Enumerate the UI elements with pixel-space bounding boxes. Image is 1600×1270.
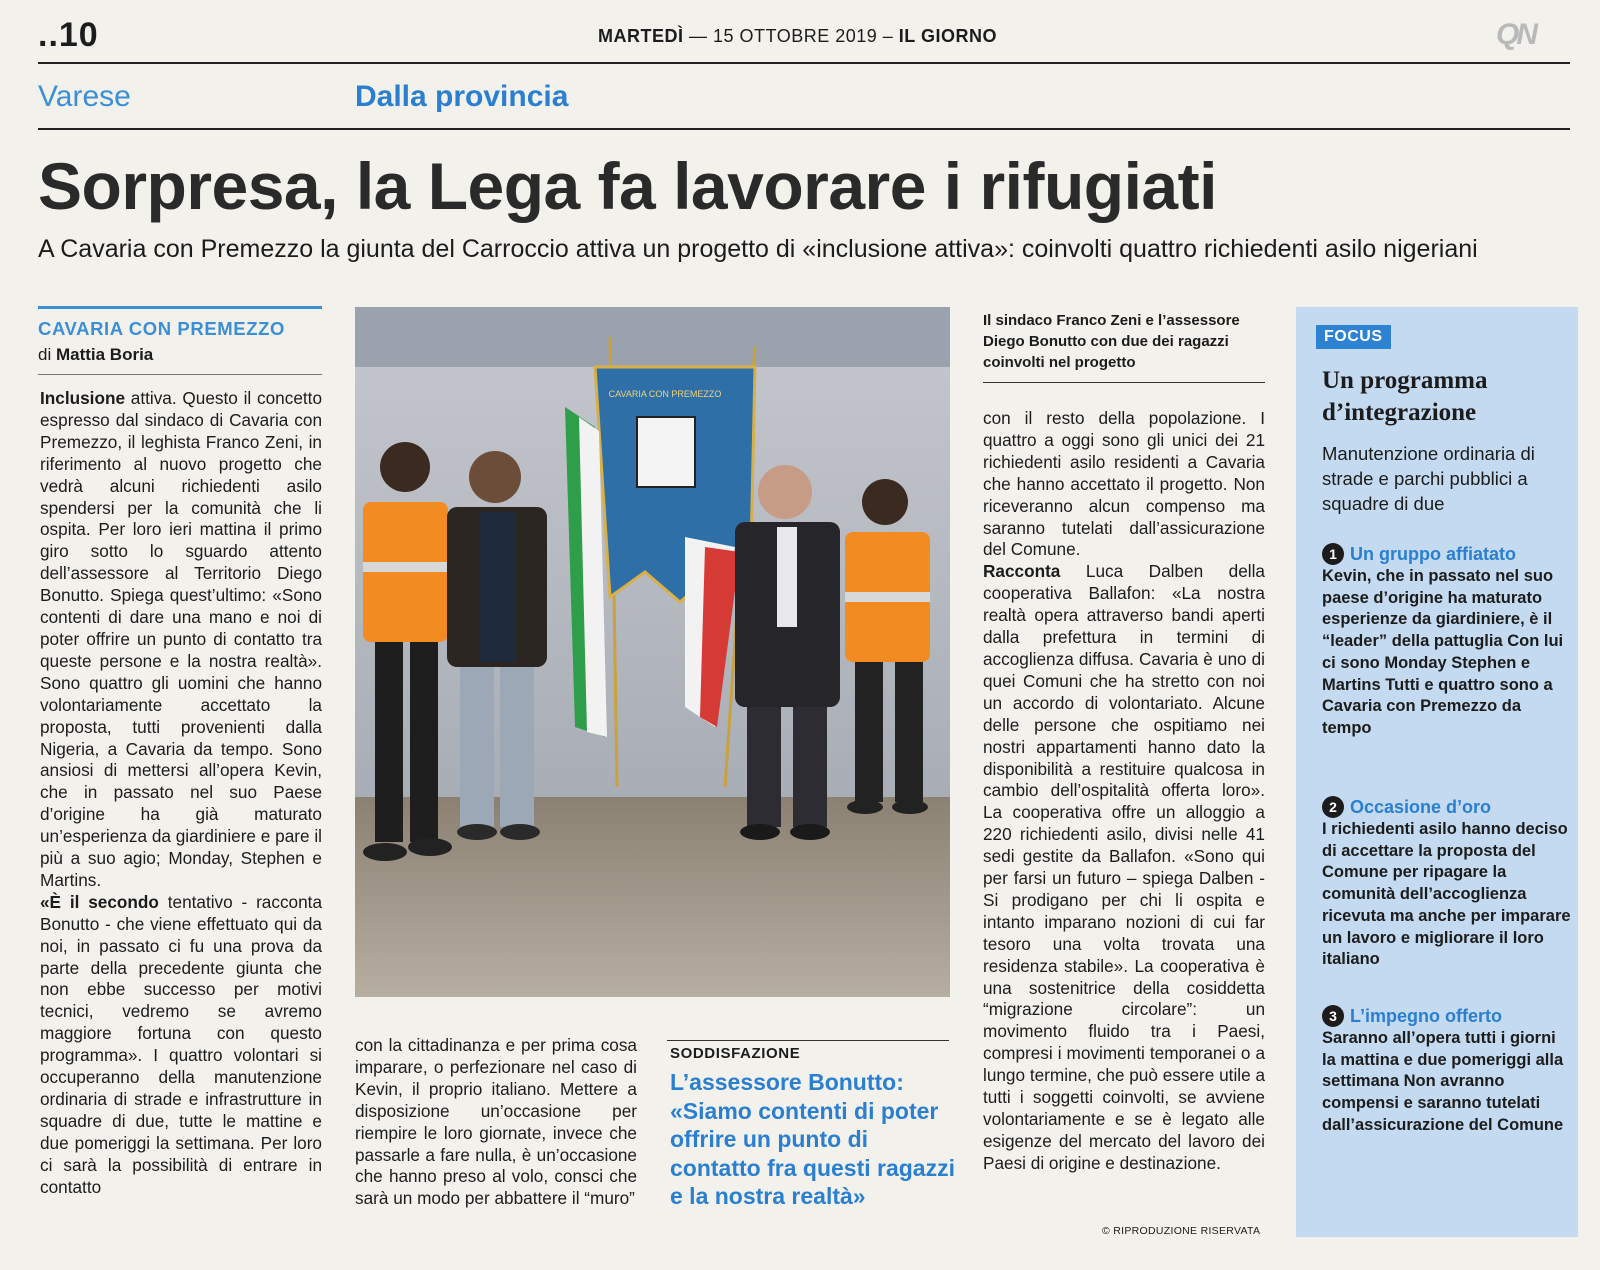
focus-item: [1322, 542, 1572, 740]
quote-kicker: SODDISFAZIONE: [670, 1045, 801, 1062]
byline-prefix: di: [38, 345, 52, 364]
focus-item-heading: [1322, 1004, 1572, 1028]
article-column-1: [40, 388, 322, 1199]
focus-item-heading-text: Occasione d’oro: [1350, 797, 1492, 817]
banner-text: CAVARIA CON PREMEZZO: [608, 389, 722, 399]
focus-intro: Manutenzione ordinaria di strade e parchi pubblici a squadre di due: [1322, 443, 1535, 514]
paragraph-text: tentativo - racconta Bonutto - che viene effettuato qui da noi, in passato ci fu una prova da parte della precedente giunta che non ebbe successo per motivi tecnici, vedremo se avremo maggiore fortuna con questo programma». I quattro volontari si occuperanno della manutenzione ordinaria di strade e infrastrutture in squadre di due, tutte le mattine e due pomeriggi la settimana. Per loro ci sarà la possibilità di entrare in contatto: [40, 891, 323, 1197]
paragraph-lead: Inclusione: [40, 388, 125, 408]
paragraph-lead: «È il secondo: [40, 891, 159, 912]
focus-item-heading-text: Un gruppo affiatato: [1350, 544, 1516, 564]
top-rule: [38, 62, 1570, 64]
focus-item-body: Saranno all’opera tutti i giorni la mattina e due pomeriggi alla settimana Non avranno compensi e saranno tutelati dall’assicurazione del Comune: [1322, 1029, 1564, 1134]
caption-divider: [983, 382, 1265, 383]
byline-divider: [38, 374, 322, 375]
focus-title: Un programma d’integrazione: [1322, 367, 1488, 426]
paragraph-text: attiva. Questo il concetto espresso dal sindaco di Cavaria con Premezzo, il leghista Franco Zeni, in riferimento al nuovo progetto che vedrà alcuni richiedenti asilo spendersi per la comunità che li ospita. Per loro ieri mattina il primo giro sotto lo sguardo attento dell’assessore al Territorio Diego Bonutto. Spiega quest’ultimo: «Sono contenti di dare una mano e noi di poter offrire un punto di contatto tra queste persone e la nostra realtà». Sono quattro gli uomini che hanno volontariamente accettato la proposta, tutti provenienti dalla Nigeria, a Cavaria da tempo. Sono ansiosi di mettersi all’opera Kevin, che in passato nel suo Paese d’origine ha già maturato un’esperienza da giardiniere e pare il più a suo agio; Monday, Stephen e Martins.: [40, 388, 322, 890]
focus-item-heading: [1322, 542, 1572, 566]
copyright: © RIPRODUZIONE RISERVATA: [1102, 1225, 1261, 1237]
focus-item-body: Kevin, che in passato nel suo paese d’origine ha maturato esperienze da giardiniere, è il “leader” della pattuglia Con lui ci sono Monday Stephen e Martins Tutti e quattro sono a Cavaria con Premezzo da tempo: [1322, 567, 1564, 737]
section-name: Varese: [38, 80, 131, 113]
paragraph: [983, 561, 1265, 1174]
paragraph: [40, 388, 322, 892]
focus-item-body: I richiedenti asilo hanno deciso di accettare la proposta del Comune per ripagare la comunità dell’accoglienza ricevuta ma anche per imparare un lavoro e migliorare il loro italiano: [1322, 820, 1571, 969]
dateline-date: — 15 OTTOBRE 2019 –: [689, 26, 894, 46]
focus-item: [1322, 795, 1572, 971]
qn-logo: QN: [1496, 18, 1535, 51]
number-icon: 3: [1322, 1005, 1344, 1027]
headline: Sorpresa, la Lega fa lavorare i rifugiati: [38, 149, 1217, 223]
paragraph-text: con la cittadinanza e per prima cosa imparare, o perfezionare nel caso di Kevin, il proprio italiano. Mettere a disposizione un’occasione per riempire le loro giornate, invece che passarle a fare nulla, è un’occasione che hanno preso al volo, consci che sarà un modo per abbattere il “muro”: [355, 1035, 637, 1209]
byline-rule: [38, 306, 322, 309]
article-column-3: [983, 408, 1265, 1175]
article-photo: [355, 307, 950, 997]
focus-box: [1296, 307, 1578, 1237]
author: Mattia Boria: [55, 345, 154, 364]
subsection-name: Dalla provincia: [355, 80, 569, 113]
section-rule: [38, 128, 1570, 130]
location: CAVARIA CON PREMEZZO: [38, 318, 286, 339]
quote-divider: [667, 1040, 949, 1041]
photo-illustration: [355, 307, 950, 997]
paragraph: [40, 892, 322, 1199]
focus-badge: FOCUS: [1316, 325, 1391, 349]
byline: [38, 345, 153, 365]
dateline: [598, 26, 997, 47]
paragraph-text: con il resto della popolazione. I quattro a oggi sono gli unici dei 21 richiedenti asilo residenti a Cavaria che hanno accettato il progetto. Non riceveranno alcun compenso ma saranno tutelati dall’assicurazione del Comune.: [983, 408, 1265, 560]
page-number: ..10: [38, 16, 99, 54]
number-icon: 2: [1322, 796, 1344, 818]
paragraph-lead: Racconta: [983, 561, 1061, 582]
paragraph-text: Luca Dalben della cooperativa Ballafon: «La nostra realtà opera attraverso bandi aperti dalla prefettura in termini di accoglienza diffusa. Cavaria è uno di quei Comuni che ha stretto con noi un accordo di volontariato. Alcune delle persone che ospitiamo nei nostri appartamenti hanno dato la disponibilità a restituire qualcosa in cambio dell’ospitalità offerta loro». La cooperativa offre un alloggio a 220 richiedenti asilo, divisi nelle 41 sedi gestite da Ballafon. «Sono qui per farsi un futuro – spiega Dalben - Si prodigano per chi li ospita e intanto imparano nozioni di cui far tesoro una volta trovata una residenza stabile». La cooperativa è una sostenitrice della cosiddetta “migrazione circolare”: un movimento fluido tra i Paesi, compresi i movimenti temporanei o a lungo termine, che può essere utile a tutti i soggetti coinvolti, se avviene volontariamente e se è legato alle esigenze del mercato del lavoro dei Paesi di origine e destinazione.: [983, 561, 1265, 1173]
article-column-2: [355, 1035, 637, 1210]
dateline-paper: IL GIORNO: [898, 26, 997, 46]
focus-item: [1322, 1004, 1572, 1137]
pull-quote: L’assessore Bonutto: «Siamo contenti di poter offrire un punto di contatto fra questi ragazzi e la nostra realtà»: [670, 1069, 955, 1209]
dateline-day: MARTEDÌ: [598, 26, 684, 46]
subhead: A Cavaria con Premezzo la giunta del Carroccio attiva un progetto di «inclusione attiva»: coinvolti quattro richiedenti asilo nigeriani: [38, 235, 1478, 263]
focus-item-heading: [1322, 795, 1572, 819]
focus-item-heading-text: L’impegno offerto: [1350, 1006, 1502, 1026]
masthead: [38, 14, 1570, 58]
number-icon: 1: [1322, 543, 1344, 565]
photo-caption: Il sindaco Franco Zeni e l’assessore Diego Bonutto con due dei ragazzi coinvolti nel progetto: [983, 312, 1240, 371]
